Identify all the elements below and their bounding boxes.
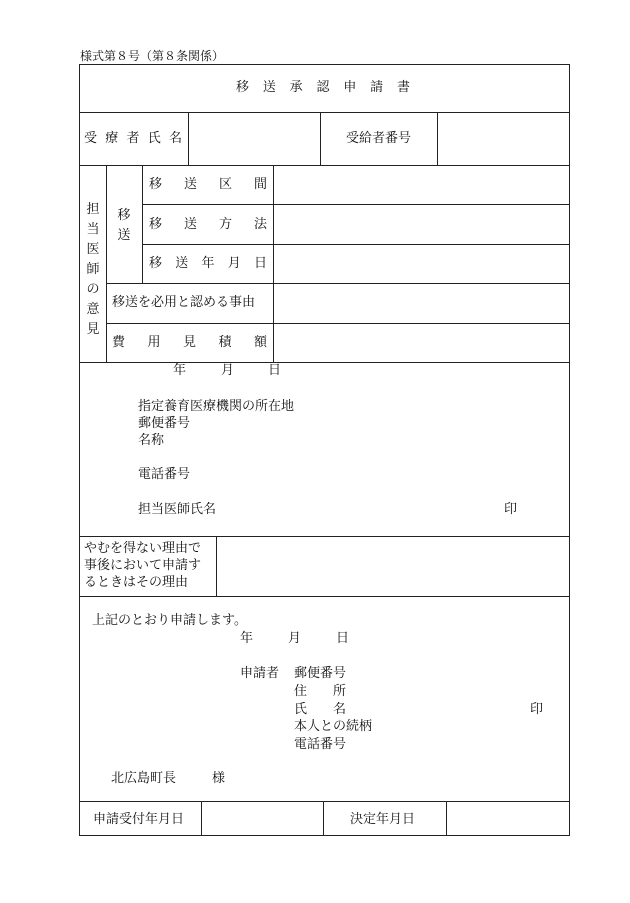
- doctor-opinion-label: 担 当 医 師 の 意 見: [86, 202, 100, 337]
- doctor-seal-mark: 印: [504, 502, 518, 517]
- form-number: 様式第８号（第８条関係）: [80, 49, 225, 63]
- reason-label: 移送を必用と認める事由: [112, 295, 256, 310]
- section-field[interactable]: [275, 167, 568, 203]
- doctor-date-year: 年: [173, 363, 187, 378]
- section-label: 移 送 区 間: [149, 177, 267, 192]
- recipient-number-label: 受給者番号: [346, 131, 412, 146]
- doctor-date-month: 月: [221, 363, 235, 378]
- method-label: 移 送 方 法: [149, 217, 267, 232]
- phone-label: 電話番号: [138, 467, 191, 482]
- doctor-date-day: 日: [268, 363, 282, 378]
- applicant-seal-mark: 印: [530, 702, 544, 717]
- reason-field[interactable]: [275, 285, 568, 322]
- receipt-date-label: 申請受付年月日: [93, 812, 185, 827]
- date-label: 移 送 年 月 日: [149, 256, 267, 271]
- patient-name-field[interactable]: [190, 114, 319, 164]
- applicant-date-month: 月: [288, 631, 302, 646]
- applicant-date-day: 日: [336, 631, 350, 646]
- late-reason-line-3: るときはその理由: [84, 575, 189, 590]
- cost-field[interactable]: [275, 325, 568, 361]
- applicant-relation-label: 本人との続柄: [294, 719, 373, 734]
- recipient-number-field[interactable]: [439, 114, 568, 164]
- applicant-postal-label: 郵便番号: [294, 666, 347, 681]
- method-field[interactable]: [275, 206, 568, 243]
- late-reason-field[interactable]: [218, 538, 568, 595]
- institution-address-label: 指定養育医療機関の所在地: [138, 399, 295, 414]
- decision-date-label: 決定年月日: [350, 812, 416, 827]
- institution-name-label: 名称: [138, 433, 165, 448]
- applicant-label: 申請者: [240, 666, 280, 681]
- doctor-name-label: 担当医師氏名: [138, 502, 217, 517]
- late-reason-line-1: やむを得ない理由で: [84, 541, 202, 556]
- late-reason-line-2: 事後において申請す: [84, 558, 202, 573]
- addressee: 北広島町長: [111, 771, 177, 786]
- postal-code-label: 郵便番号: [138, 416, 191, 431]
- applicant-address-label: 住 所: [294, 684, 346, 699]
- cost-label: 費 用 見 積 額: [112, 335, 267, 350]
- patient-name-label: 受 療 者 氏 名: [84, 131, 182, 146]
- applicant-date-year: 年: [240, 631, 254, 646]
- applicant-name-label: 氏 名: [294, 702, 346, 717]
- applicant-phone-label: 電話番号: [294, 737, 347, 752]
- form-title: 移 送 承 認 申 請 書: [236, 80, 410, 95]
- date-field[interactable]: [275, 246, 568, 282]
- transport-label: 移 送: [117, 208, 131, 243]
- decision-date-field[interactable]: [448, 803, 568, 834]
- declaration-text: 上記のとおり申請します。: [92, 613, 247, 628]
- receipt-date-field[interactable]: [203, 803, 322, 834]
- honorific: 様: [212, 771, 226, 786]
